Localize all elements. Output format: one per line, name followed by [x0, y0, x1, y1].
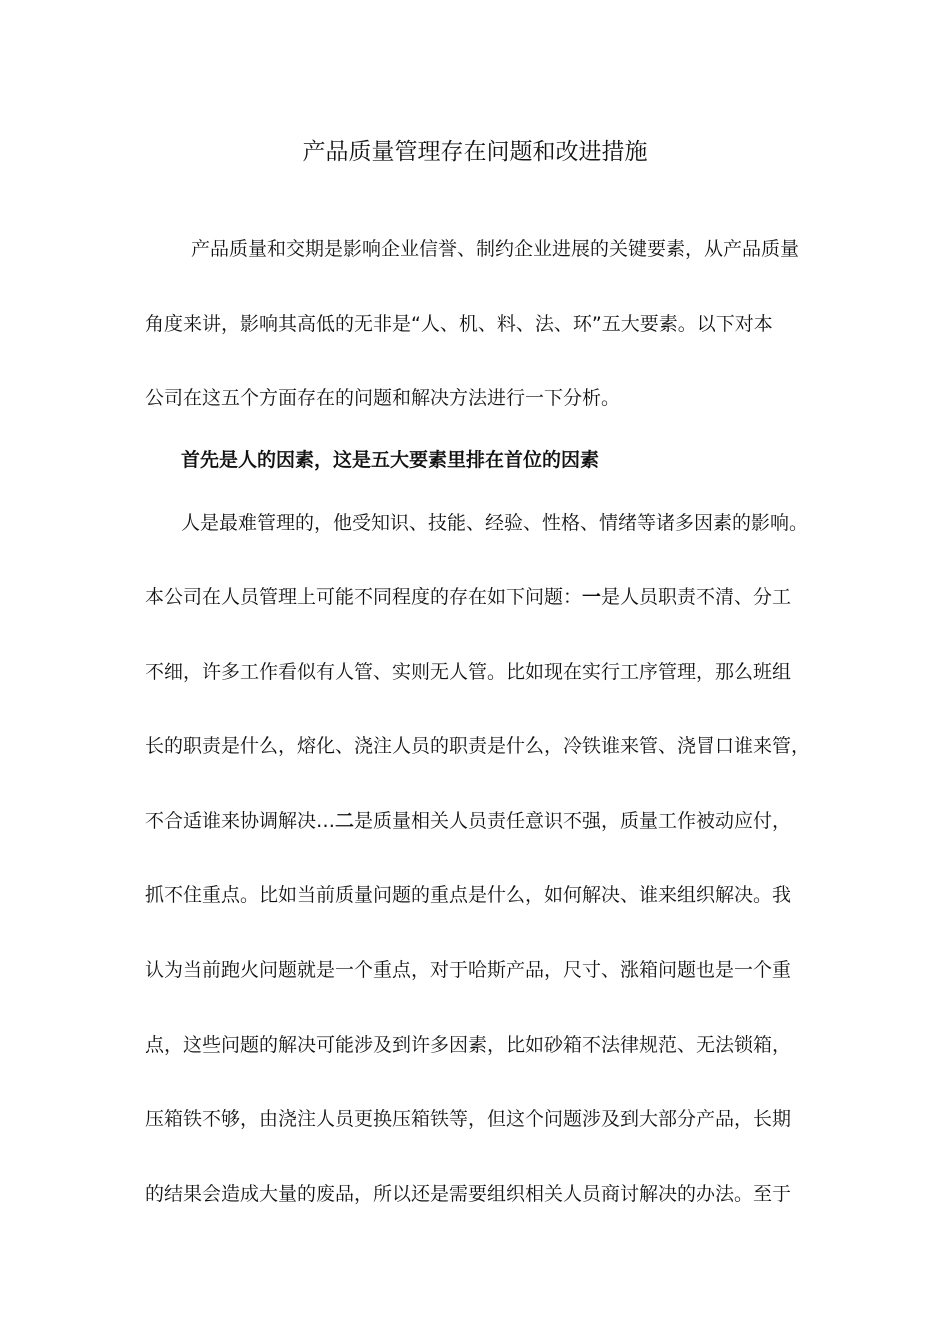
body-line-9: 压箱铁不够，由浇注人员更换压箱铁等，但这个问题涉及到大部分产品，长期	[145, 1108, 792, 1130]
body-line-1: 人是最难管理的，他受知识、技能、经验、性格、情绪等诸多因素的影响。	[181, 512, 809, 534]
body-line-10: 的结果会造成大量的废品，所以还是需要组织相关人员商讨解决的办法。至于	[145, 1183, 792, 1205]
body-line-5	[145, 807, 825, 835]
body-line-6: 抓不住重点。比如当前质量问题的重点是什么，如何解决、谁来组织解决。我	[145, 884, 792, 906]
body-line-4: 长的职责是什么，熔化、浇注人员的职责是什么，冷铁谁来管、浇冒口谁来管，	[145, 735, 811, 757]
intro-line-1: 产品质量和交期是影响企业信誉、制约企业进展的关键要素，从产品质量	[191, 238, 800, 260]
body-line-5-text-b: 是质量相关人员责任意识不强，质量工作被动应付，	[354, 810, 792, 832]
body-line-8: 点，这些问题的解决可能涉及到许多因素，比如砂箱不法律规范、无法锁箱，	[145, 1034, 792, 1056]
section-heading: 首先是人的因素，这是五大要素里排在首位的因素	[181, 449, 600, 471]
body-line-2-text-b: 是人员职责不清、分工	[601, 586, 792, 608]
body-line-3: 不细，许多工作看似有人管、实则无人管。比如现在实行工序管理，那么班组	[145, 661, 792, 683]
point-marker-one: 一	[582, 586, 602, 608]
body-line-7: 认为当前跑火问题就是一个重点，对于哈斯产品，尺寸、涨箱问题也是一个重	[145, 959, 792, 981]
document-title: 产品质量管理存在问题和改进措施	[302, 139, 648, 165]
body-line-5-text-a: 不合适谁来协调解决…	[145, 810, 336, 832]
point-marker-two: 二	[335, 810, 355, 832]
intro-line-3: 公司在这五个方面存在的问题和解决方法进行一下分析。	[145, 387, 621, 409]
intro-line-2: 角度来讲，影响其高低的无非是“人、机、料、法、环”五大要素。以下对本	[145, 313, 773, 335]
body-line-2	[145, 583, 825, 611]
body-line-2-text-a: 本公司在人员管理上可能不同程度的存在如下问题：	[145, 586, 583, 608]
